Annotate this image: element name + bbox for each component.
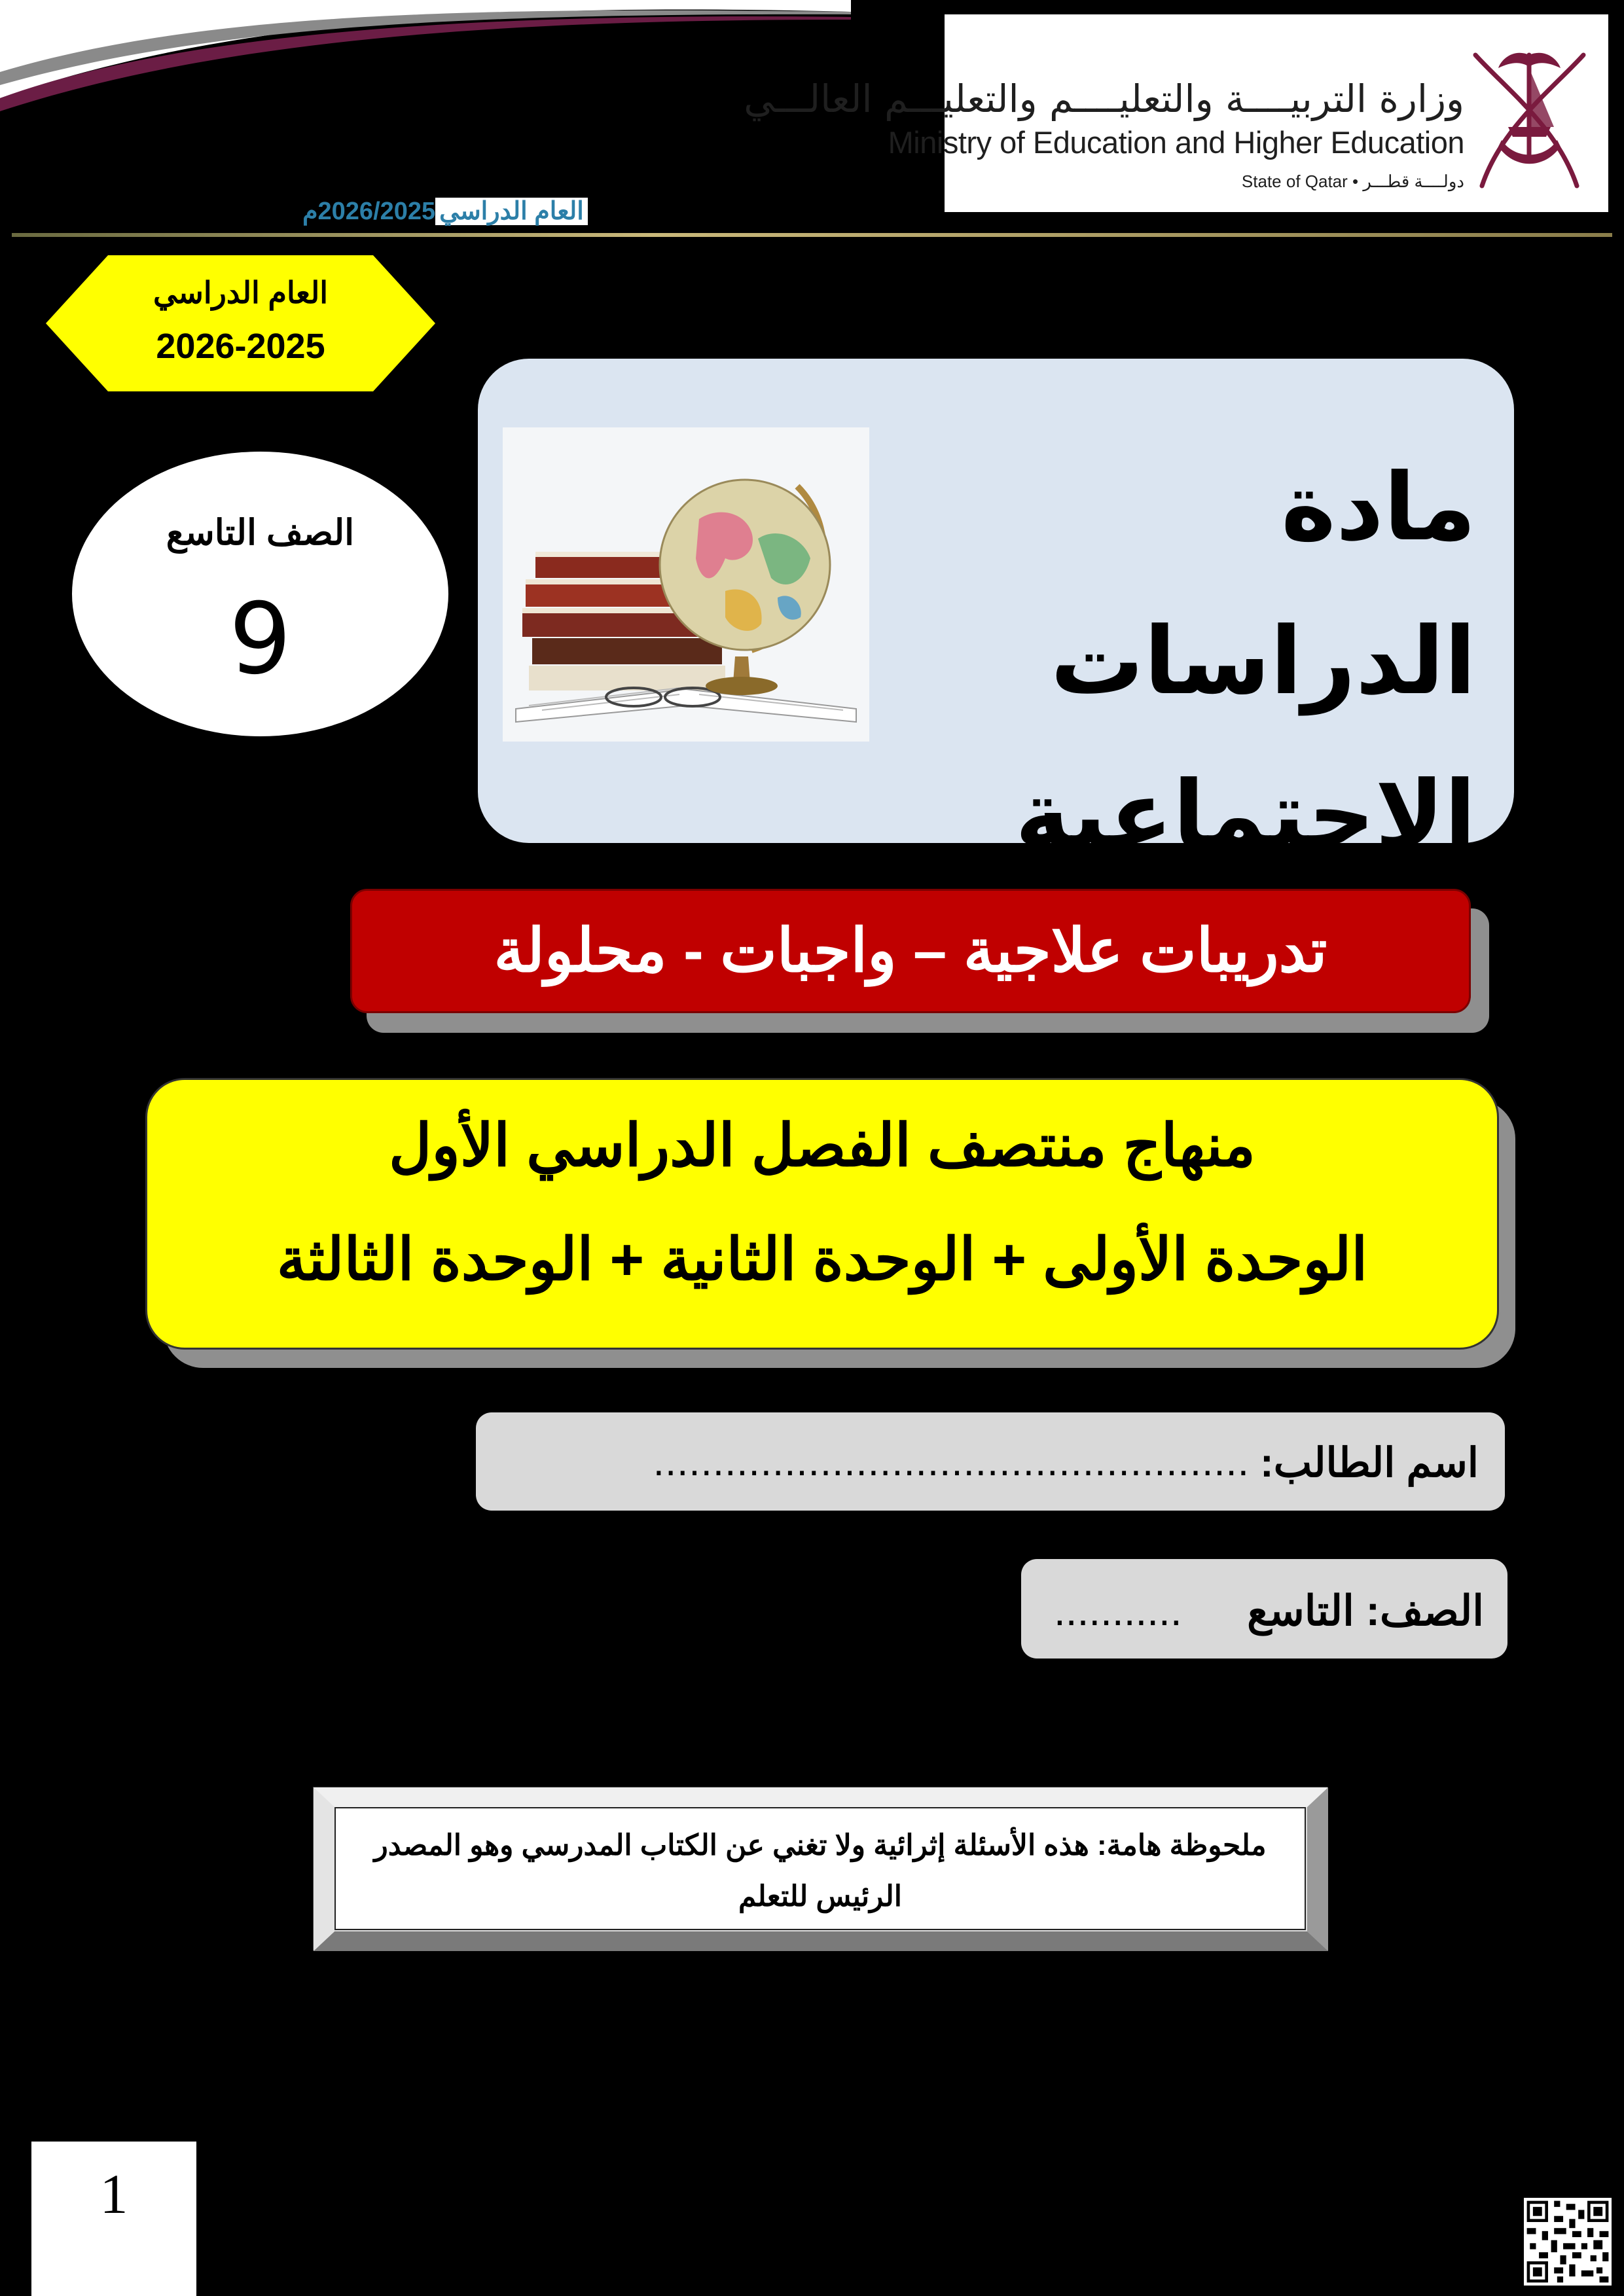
subject-title-line1: مادة الدراسات	[1050, 454, 1476, 715]
grade-label: الصف التاسع	[166, 513, 355, 552]
page-number: 1	[99, 2162, 128, 2225]
qr-code-icon	[1524, 2198, 1612, 2286]
qatar-emblem-icon	[1462, 29, 1597, 200]
ministry-logo	[744, 14, 1608, 212]
ministry-name-english: Ministry of Education and Higher Education	[888, 125, 1464, 160]
class-label: الصف: التاسع	[1247, 1587, 1484, 1634]
class-field[interactable]	[1021, 1559, 1507, 1659]
academic-year-badge	[46, 255, 435, 391]
grade-number: 9	[228, 583, 292, 696]
class-blank[interactable]: ...........	[1054, 1587, 1182, 1634]
state-of-qatar-label: State of Qatar • دولــــة قطـــر	[1241, 171, 1464, 191]
student-name-label: اسم الطالب:	[1260, 1441, 1479, 1486]
subject-title-line2: الاجتماعية	[1015, 761, 1476, 869]
header-year-value: 2026/2025م	[302, 198, 436, 225]
subject-title	[854, 431, 1476, 892]
badge-line1: العام الدراسي	[153, 276, 329, 310]
exercises-banner	[350, 889, 1471, 1013]
header-year-label: العام الدراسي	[435, 198, 588, 225]
decorative-swoosh	[0, 0, 851, 111]
header-divider	[12, 233, 1612, 237]
header-academic-year	[302, 196, 588, 226]
subject-panel	[478, 359, 1514, 869]
student-name-blank[interactable]: ..................................................	[653, 1439, 1250, 1484]
important-note-text: ملحوظة هامة: هذه الأسئلة إثرائية ولا تغني عن الكتاب المدرسي وهو المصدر الرئيس للتعلم	[374, 1829, 1267, 1912]
page-number-box	[31, 2142, 196, 2296]
globe-books-illustration	[503, 427, 869, 742]
important-note-inner	[334, 1807, 1306, 1930]
exercises-banner-text: تدريبات علاجية – واجبات - محلولة	[494, 918, 1327, 984]
student-name-field[interactable]	[476, 1412, 1505, 1511]
important-note-box	[313, 1787, 1327, 1950]
grade-badge	[72, 452, 448, 736]
ministry-name-arabic: وزارة التربيــــة والتعليــــم والتعليـــم العالـــي	[744, 77, 1464, 121]
badge-line2: 2026-2025	[156, 327, 325, 366]
curriculum-line1: منهاج منتصف الفصل الدراسي الأول	[388, 1113, 1256, 1179]
curriculum-line2: الوحدة الأولى + الوحدة الثانية + الوحدة الثالثة	[276, 1227, 1368, 1293]
curriculum-box	[145, 1078, 1499, 1350]
